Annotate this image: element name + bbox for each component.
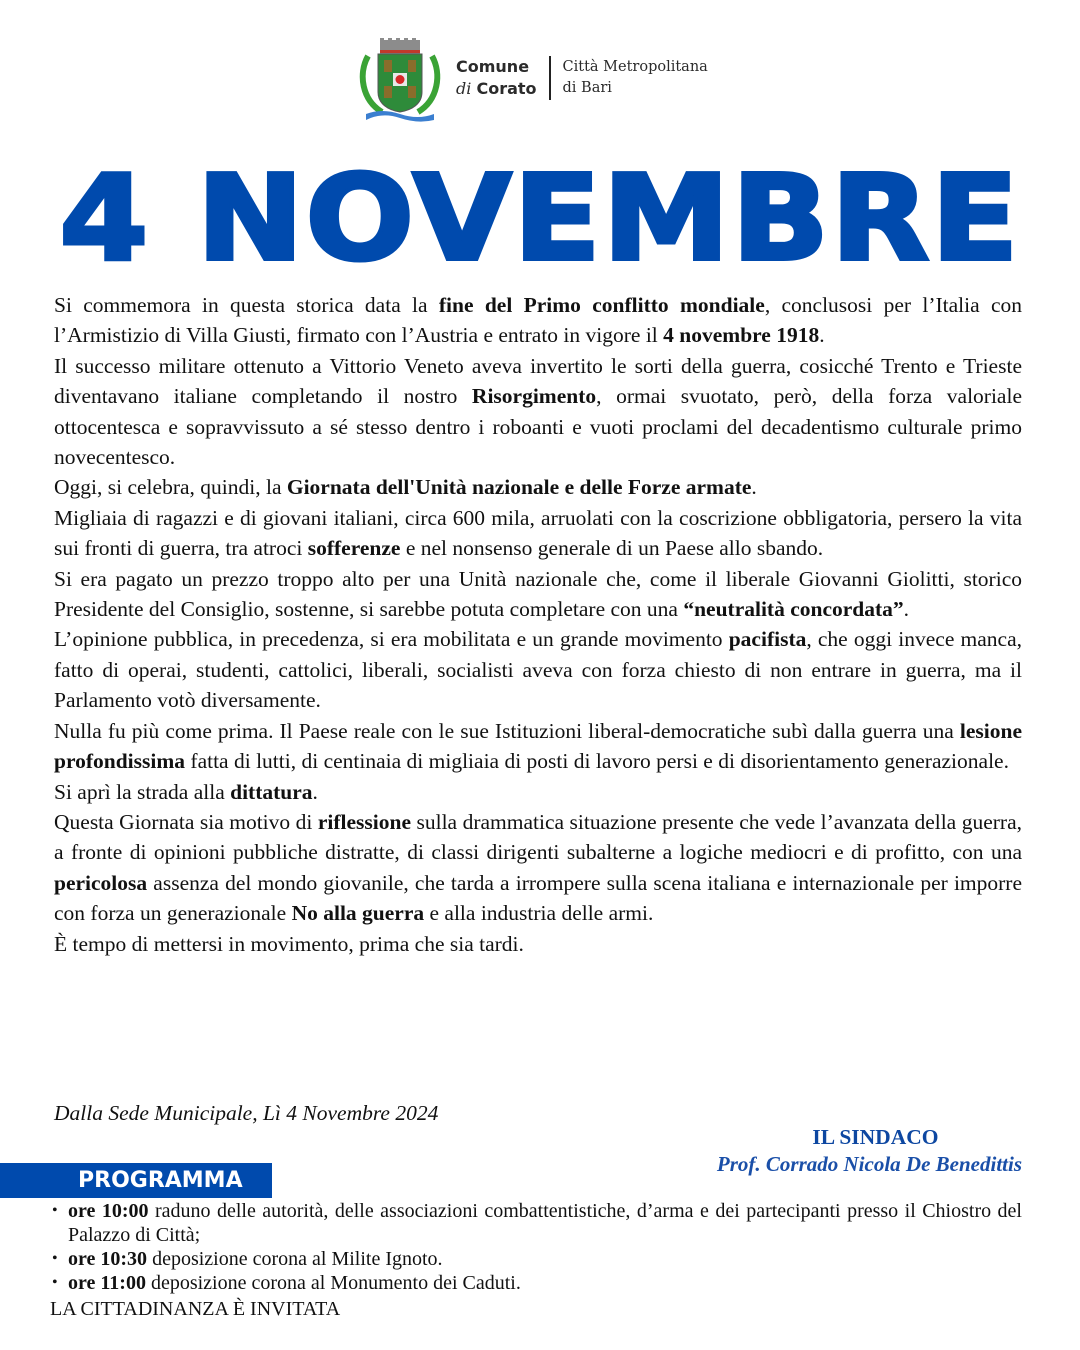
page-title: 4 NOVEMBRE	[59, 149, 1021, 287]
comune-city: Corato	[476, 79, 537, 98]
emphasis-text: sofferenze	[307, 536, 401, 561]
body-run: Oggi, si celebra, quindi, la	[54, 475, 287, 500]
programma-item	[52, 1247, 1022, 1271]
body-run: .	[312, 779, 318, 804]
emphasis-text: Risorgimento	[471, 384, 597, 409]
paragraph	[54, 807, 1022, 929]
body-run: , conclusosi per l’Italia con l’Armistizio di Villa Giusti, firmato con l’Austria e entrato in vigore il	[54, 293, 1023, 348]
programma-text: deposizione corona al Monumento dei Caduti.	[145, 1272, 521, 1294]
body-run: L’opinione pubblica, in precedenza, si era mobilitata e un grande movimento	[54, 627, 729, 652]
comune-name	[456, 56, 537, 100]
dateline: Dalla Sede Municipale, Lì 4 Novembre 2024	[54, 1101, 439, 1125]
comune-line1: Comune	[456, 57, 530, 76]
comune-prefix: di	[456, 79, 472, 98]
paragraph	[54, 929, 1022, 959]
emphasis-text: lesione profondissima	[54, 718, 1022, 774]
body-run: e alla industria delle armi.	[424, 901, 654, 926]
emphasis-text: No alla guerra	[291, 901, 425, 926]
body-run: e nel nonsenso generale di un Paese allo sbando.	[400, 536, 824, 561]
programma-item	[52, 1271, 1022, 1295]
programma-time: ore 10:30	[68, 1248, 148, 1270]
invitation-line: LA CITTADINANZA È INVITATA	[50, 1298, 341, 1320]
body-run: Si aprì la strada alla	[54, 779, 231, 804]
paragraph	[54, 624, 1022, 715]
body-run: , che oggi invece manca, fatto di operai, studenti, cattolici, liberali, socialisti aveva con forza chiesto di non entrare in guerra, ma il Parlamento votò diversamente.	[54, 627, 1023, 713]
body-run: .	[819, 323, 825, 348]
body-run: Nulla fu più come prima. Il Paese reale con le sue Istituzioni liberal-democratiche subì dalla guerra una	[54, 718, 960, 743]
coat-of-arms-icon	[358, 34, 442, 122]
body-run: .	[751, 475, 757, 500]
body-run: Questa Giornata sia motivo di	[54, 809, 318, 834]
comune-line2	[456, 78, 537, 100]
body-run: Si commemora in questa storica data la	[54, 293, 439, 317]
paragraph	[54, 503, 1022, 564]
emphasis-text: pericolosa	[54, 870, 148, 895]
programma-text: deposizione corona al Milite Ignoto.	[147, 1248, 443, 1270]
emphasis-text: “neutralità concordata”	[683, 597, 904, 622]
emphasis-text: fine del Primo conflitto mondiale	[438, 293, 765, 317]
logo-divider	[549, 56, 551, 100]
emphasis-text: dittatura	[230, 779, 313, 804]
signature-name: Prof. Corrado Nicola De Benedittis	[716, 1152, 1022, 1176]
programma-text: raduno delle autorità, delle associazioni combattentistiche, d’arma e dei partecipanti presso il Chiostro del Palazzo di Città;	[68, 1200, 1022, 1246]
programma-badge: PROGRAMMA	[0, 1163, 272, 1198]
signature-role: IL SINDACO	[812, 1125, 939, 1149]
body-run: Migliaia di ragazzi e di giovani italiani, circa 600 mila, arruolati con la coscrizione obbligatoria, persero la vita sui fronti di guerra, tra atroci	[54, 505, 1022, 561]
paragraph	[54, 351, 1022, 473]
body-run: , ormai svuotato, però, della forza valoriale ottocentesca e sopravvissuto a sé stesso dentro i roboanti e vuoti proclami del decadentismo culturale primo novecentesco.	[54, 384, 1022, 470]
body-run: Si era pagato un prezzo troppo alto per una Unità nazionale che, come il liberale Giovanni Giolitti, storico Presidente del Consiglio, sostenne, si sarebbe potuta completare con una	[54, 566, 1022, 622]
programma-time: ore 10:00	[68, 1200, 149, 1222]
programma-list	[52, 1199, 1022, 1295]
programma-time: ore 11:00	[68, 1272, 146, 1294]
body-run: assenza del mondo giovanile, che tarda a irrompere sulla scena italiana e internazionale per imporre con forza un generazionale	[54, 870, 1022, 926]
metro-city-name	[563, 57, 708, 99]
paragraph	[54, 716, 1022, 777]
emphasis-text: pacifista	[728, 627, 807, 652]
paragraph	[54, 564, 1022, 625]
emphasis-text: Giornata dell'Unità nazionale e delle Forze armate	[286, 475, 752, 500]
paragraph	[54, 472, 1022, 502]
body-run: fatta di lutti, di centinaia di migliaia di posti di lavoro persi e di disorientamento generazionale.	[185, 749, 1009, 774]
header-logo-block	[358, 34, 708, 122]
programma-item	[52, 1199, 1022, 1247]
body-run: sulla drammatica situazione presente che vede l’avanzata della guerra, a fronte di opinioni pubbliche distratte, di classi dirigenti subalterne a logiche mediocri e di profitto, con una	[54, 809, 1022, 865]
signature-block	[717, 1124, 1022, 1178]
paragraph	[54, 777, 1022, 807]
body-run: .	[903, 597, 910, 622]
paragraph	[54, 290, 1022, 351]
body-run: È tempo di mettersi in movimento, prima che sia tardi.	[54, 931, 524, 956]
body-run: Il successo militare ottenuto a Vittorio Veneto aveva invertito le sorti della guerra, cosicché Trento e Trieste diventavano italiane completando il nostro	[54, 353, 1022, 409]
body-text	[54, 290, 1022, 959]
metro-line1: Città Metropolitana	[562, 59, 708, 75]
emphasis-text: 4 novembre 1918	[663, 323, 820, 348]
emphasis-text: riflessione	[317, 809, 411, 834]
metro-line2: di Bari	[562, 80, 612, 96]
